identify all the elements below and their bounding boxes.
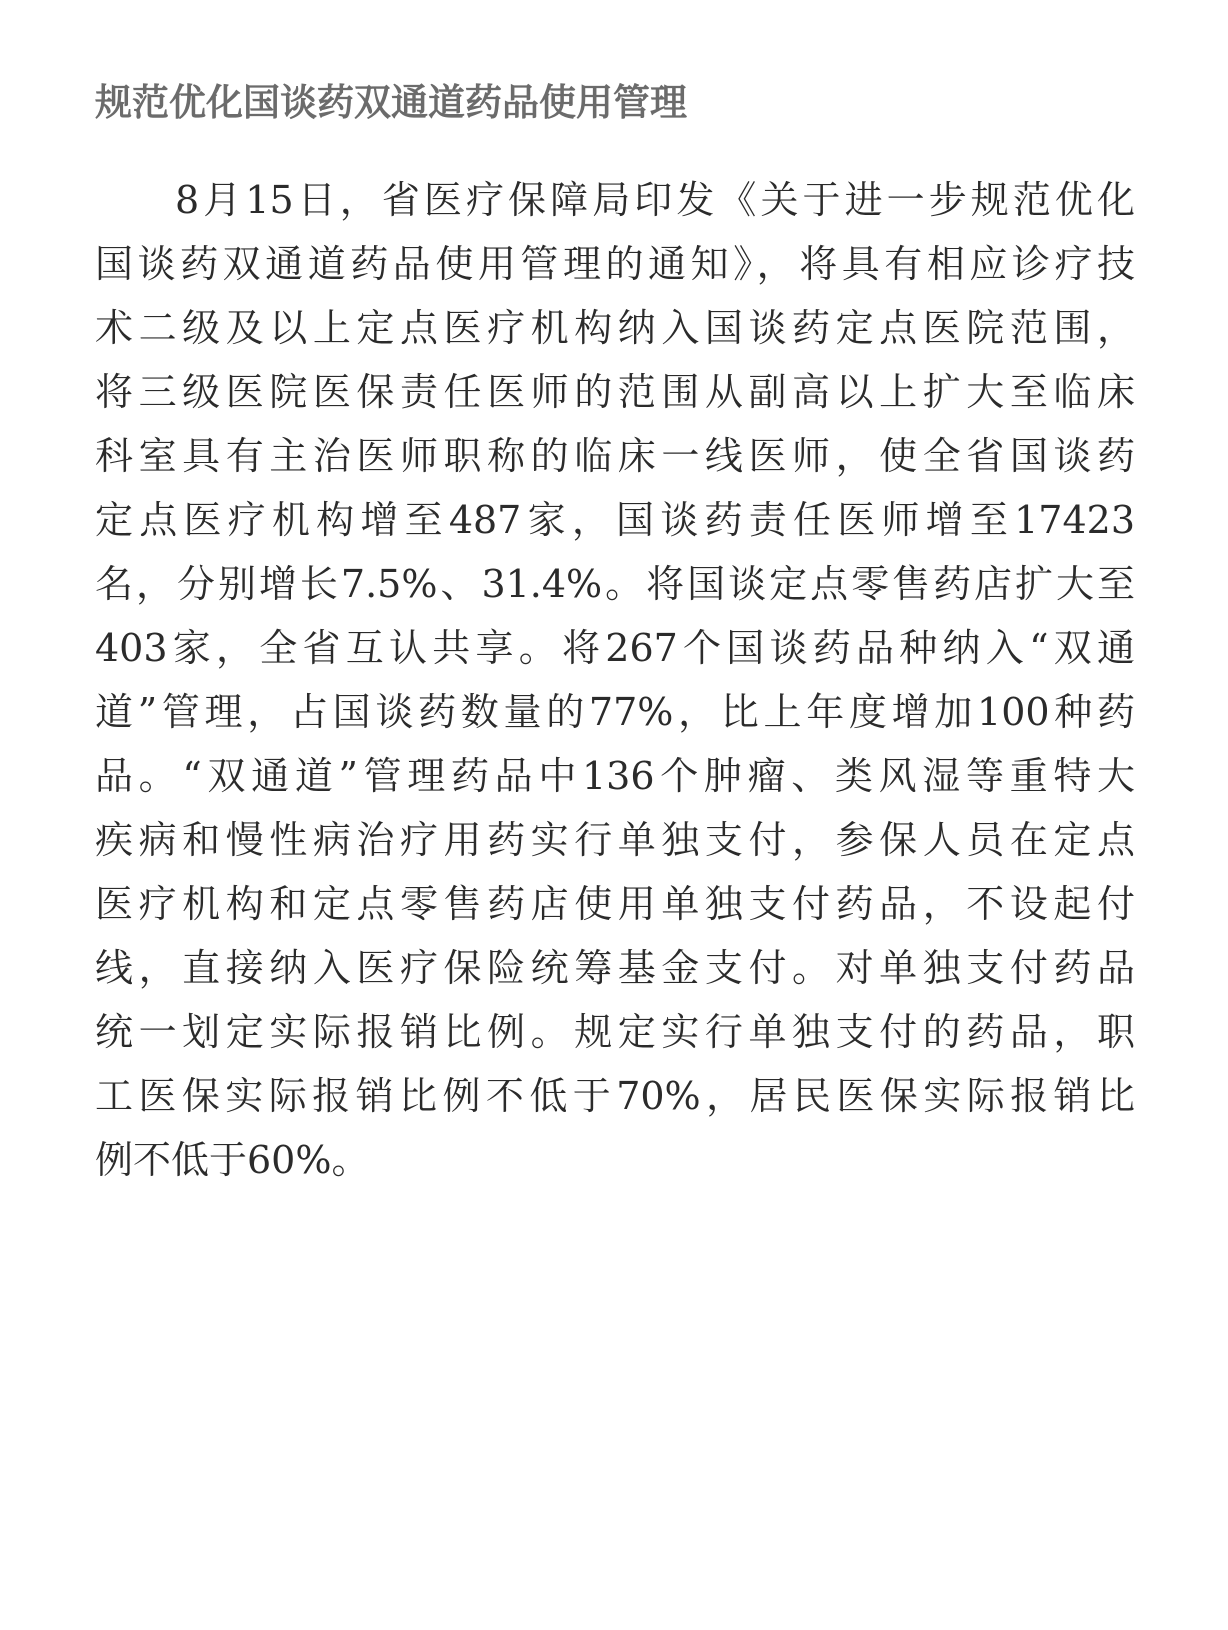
body-line: 科室具有主治医师职称的临床一线医师，使全省国谈药	[95, 434, 1135, 478]
body-line: 医疗机构和定点零售药店使用单独支付药品，不设起付	[95, 882, 1135, 926]
body-line: 将三级医院医保责任医师的范围从副高以上扩大至临床	[95, 370, 1135, 414]
body-line: 术二级及以上定点医疗机构纳入国谈药定点医院范围，	[95, 306, 1135, 350]
article-body	[95, 168, 1135, 1192]
body-line: 定点医疗机构增至487家，国谈药责任医师增至17423	[95, 498, 1135, 542]
body-line: 道”管理，占国谈药数量的77%，比上年度增加100种药	[95, 690, 1135, 734]
body-line: 工医保实际报销比例不低于70%，居民医保实际报销比	[95, 1074, 1135, 1118]
body-line: 国谈药双通道药品使用管理的通知》，将具有相应诊疗技	[95, 242, 1135, 286]
body-line: 统一划定实际报销比例。规定实行单独支付的药品，职	[95, 1010, 1135, 1054]
body-line: 线，直接纳入医疗保险统筹基金支付。对单独支付药品	[95, 946, 1135, 990]
body-line: 例不低于60%。	[95, 1138, 370, 1182]
body-line: 8月15日，省医疗保障局印发《关于进一步规范优化	[175, 178, 1135, 222]
body-line: 疾病和慢性病治疗用药实行单独支付，参保人员在定点	[95, 818, 1135, 862]
body-line: 403家，全省互认共享。将267个国谈药品种纳入“双通	[95, 626, 1135, 670]
article-title: 规范优化国谈药双通道药品使用管理	[95, 80, 687, 124]
body-line: 名，分别增长7.5%、31.4%。将国谈定点零售药店扩大至	[95, 562, 1135, 606]
body-line: 品。“双通道”管理药品中136个肿瘤、类风湿等重特大	[95, 754, 1135, 798]
